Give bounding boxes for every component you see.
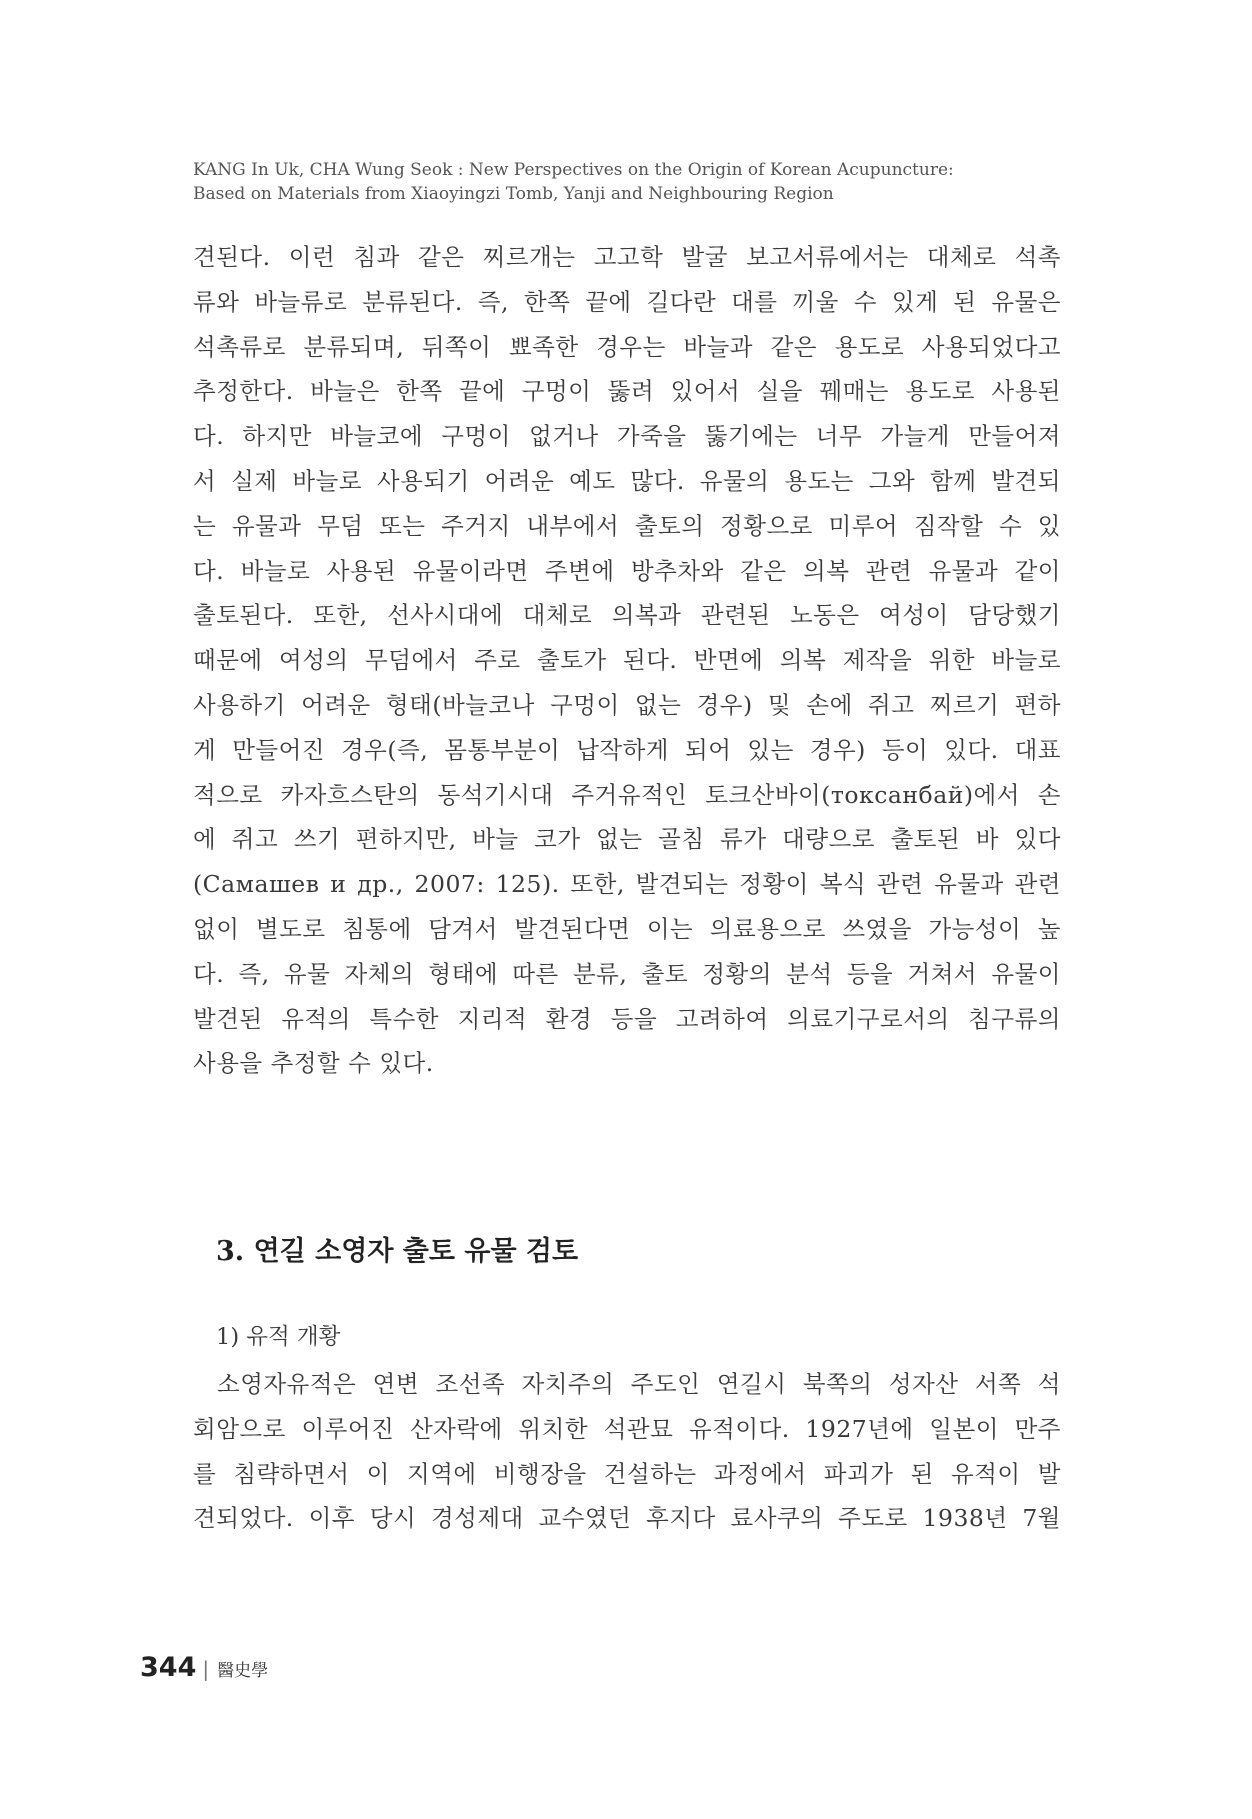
subsection-heading: 1) 유적 개황: [216, 1324, 341, 1350]
body-line: 게 만들어진 경우(즉, 몸통부분이 납작하게 되어 있는 경우) 등이 있다. 대표: [193, 735, 1061, 764]
body-line: 서 실제 바늘로 사용되기 어려운 예도 많다. 유물의 용도는 그와 함께 발견되: [193, 466, 1061, 495]
footer-separator: |: [202, 1657, 210, 1681]
running-header: [193, 158, 1093, 206]
page-footer: [140, 1652, 268, 1683]
body-line: 석촉류로 분류되며, 뒤쪽이 뾰족한 경우는 바늘과 같은 용도로 사용되었다고: [193, 332, 1061, 361]
body-line: 없이 별도로 침통에 담겨서 발견된다면 이는 의료용으로 쓰였을 가능성이 높: [193, 914, 1061, 943]
body-paragraph: [193, 235, 1061, 1086]
body-line: 에 쥐고 쓰기 편하지만, 바늘 코가 없는 골침 류가 대량으로 출토된 바 있다: [193, 825, 1061, 854]
body-line: 사용을 추정할 수 있다.: [193, 1049, 434, 1078]
body-line: 다. 바늘로 사용된 유물이라면 주변에 방추차와 같은 의복 관련 유물과 같이: [193, 556, 1061, 585]
body-line: 소영자유적은 연변 조선족 자치주의 주도인 연길시 북쪽의 성자산 서쪽 석: [217, 1370, 1061, 1398]
body-line: 를 침략하면서 이 지역에 비행장을 건설하는 과정에서 파괴가 된 유적이 발: [193, 1459, 1061, 1488]
section-heading: 3. 연길 소영자 출토 유물 검토: [216, 1236, 579, 1267]
body-line: 사용하기 어려운 형태(바늘코나 구멍이 없는 경우) 및 손에 쥐고 찌르기 편하: [193, 690, 1061, 719]
body-line: 추정한다. 바늘은 한쪽 끝에 구멍이 뚫려 있어서 실을 꿰매는 용도로 사용된: [193, 377, 1061, 406]
running-header-line-2: Based on Materials from Xiaoyingzi Tomb, Yanji and Neighbouring Region: [193, 184, 834, 204]
journal-name: 醫史學: [217, 1661, 269, 1681]
body-line: 출토된다. 또한, 선사시대에 대체로 의복과 관련된 노동은 여성이 담당했기: [193, 601, 1061, 630]
body-line: 는 유물과 무덤 또는 주거지 내부에서 출토의 정황으로 미루어 짐작할 수 있: [193, 511, 1061, 540]
body-paragraph-2: [193, 1362, 1061, 1541]
page-number: 344: [140, 1652, 197, 1683]
body-line: 때문에 여성의 무덤에서 주로 출토가 된다. 반면에 의복 제작을 위한 바늘로: [193, 646, 1061, 675]
body-line: 류와 바늘류로 분류된다. 즉, 한쪽 끝에 길다란 대를 끼울 수 있게 된 유물은: [193, 287, 1061, 316]
running-header-line-1: KANG In Uk, CHA Wung Seok : New Perspectives on the Origin of Korean Acupuncture:: [193, 160, 954, 180]
body-line: 다. 즉, 유물 자체의 형태에 따른 분류, 출토 정황의 분석 등을 거쳐서 유물이: [193, 959, 1061, 988]
body-line: 견되었다. 이후 당시 경성제대 교수였던 후지다 료사쿠의 주도로 1938년 7월: [193, 1504, 1061, 1533]
body-line: 회암으로 이루어진 산자락에 위치한 석관묘 유적이다. 1927년에 일본이 만주: [193, 1414, 1061, 1443]
body-line: 발견된 유적의 특수한 지리적 환경 등을 고려하여 의료기구로서의 침구류의: [193, 1004, 1061, 1033]
body-line: 다. 하지만 바늘코에 구멍이 없거나 가죽을 뚫기에는 너무 가늘게 만들어져: [193, 422, 1061, 451]
body-line: 견된다. 이런 침과 같은 찌르개는 고고학 발굴 보고서류에서는 대체로 석촉: [193, 243, 1061, 271]
body-line: 적으로 카자흐스탄의 동석기시대 주거유적인 토크산바이(токсанбай)에서 손: [193, 780, 1061, 809]
body-line: (Самашев и др., 2007: 125). 또한, 발견되는 정황이 복식 관련 유물과 관련: [193, 870, 1061, 899]
